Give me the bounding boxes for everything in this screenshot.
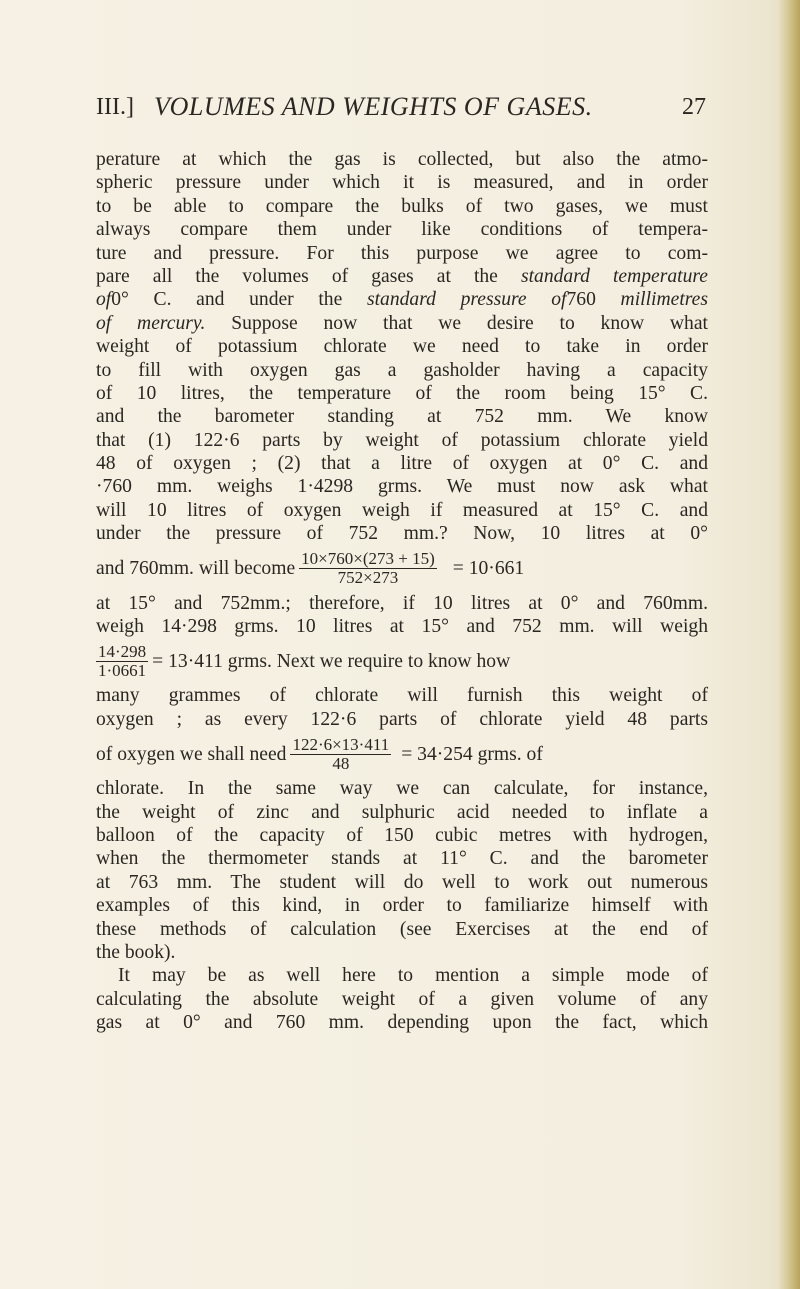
text-line: chlorate. In the same way we can calculate, for instance, [96, 778, 708, 800]
text-line: many grammes of chlorate will furnish this weight of [96, 685, 708, 707]
denominator: 1·0661 [98, 660, 147, 680]
equation-line [96, 546, 708, 592]
fraction [299, 550, 437, 587]
emphasis: standard temperature [520, 265, 709, 287]
text-line [96, 288, 708, 311]
text-line: that (1) 122·6 parts by weight of potassium chlorate yield [96, 429, 708, 451]
text-span: pare all the volumes of gases at the [96, 265, 498, 287]
text-line: the weight of zinc and sulphuric acid needed to inflate a [96, 801, 708, 823]
fraction [290, 736, 391, 773]
equation-line [96, 731, 708, 777]
text-span: = 13·411 grms. Next we require to know how [152, 650, 511, 672]
text-line [96, 312, 708, 335]
result: = 34·254 grms. of [401, 743, 543, 765]
text-span: Suppose now that we desire to know what [231, 312, 708, 334]
text-line: ture and pressure. For this purpose we agree to com- [96, 242, 708, 264]
text-line: under the pressure of 752 mm.? Now, 10 litres at 0° [96, 523, 708, 545]
text-line: balloon of the capacity of 150 cubic metres with hydrogen, [96, 824, 708, 846]
text-line: these methods of calculation (see Exercises at the end of [96, 918, 708, 940]
text-line: weight of potassium chlorate we need to take in order [96, 336, 708, 358]
emphasis: of mercury. [96, 312, 206, 334]
text-span: and 760mm. will become [96, 557, 296, 579]
fraction [96, 643, 148, 680]
text-line: weigh 14·298 grms. 10 litres at 15° and 752 mm. will weigh [96, 616, 708, 638]
text-line: will 10 litres of oxygen weigh if measured at 15° C. and [96, 499, 708, 521]
emphasis: of [96, 289, 112, 311]
text-line: of 10 litres, the temperature of the room being 15° C. [96, 382, 708, 404]
numerator: 14·298 [98, 641, 147, 661]
section-number: III.] [96, 94, 134, 120]
page-number: 27 [682, 94, 706, 120]
text-line: the book). [96, 941, 176, 963]
running-header [96, 94, 706, 134]
page-edge [778, 0, 800, 1289]
text-line: gas at 0° and 760 mm. depending upon the fact, which [96, 1012, 708, 1034]
denominator: 48 [332, 753, 350, 773]
result: = 10·661 [452, 557, 525, 579]
text-line: at 763 mm. The student will do well to work out numerous [96, 871, 708, 893]
text-line: to fill with oxygen gas a gasholder having a capacity [96, 359, 708, 381]
numerator: 122·6×13·411 [292, 734, 390, 754]
text-line: perature at which the gas is collected, but also the atmo- [96, 149, 708, 170]
text-line: spheric pressure under which it is measured, and in order [96, 172, 708, 194]
text-line: 48 of oxygen ; (2) that a litre of oxygen at 0° C. and [96, 453, 708, 475]
emphasis: millimetres [620, 289, 708, 311]
text-line: always compare them under like conditions of tempera- [96, 219, 708, 241]
text-span: 760 [566, 289, 596, 311]
text-line: examples of this kind, in order to familiarize himself with [96, 895, 708, 917]
text-line: and the barometer standing at 752 mm. We know [96, 406, 708, 428]
text-line: at 15° and 752mm.; therefore, if 10 litres at 0° and 760mm. [96, 592, 708, 614]
numerator: 10×760×(273 + 15) [301, 549, 435, 569]
text-line: calculating the absolute weight of a given volume of any [96, 988, 708, 1010]
text-span: 0° C. and under the [111, 289, 343, 311]
denominator: 752×273 [337, 568, 399, 588]
equation-line [96, 638, 708, 684]
emphasis: standard pressure of [366, 289, 567, 311]
text-span: of oxygen we shall need [96, 743, 287, 765]
text-line: when the thermometer stands at 11° C. and the barometer [96, 848, 708, 870]
text-line: to be able to compare the bulks of two gases, we must [96, 195, 708, 217]
body-text [96, 148, 708, 1035]
text-line [96, 265, 708, 288]
text-line: It may be as well here to mention a simple mode of [118, 965, 708, 987]
text-line: oxygen ; as every 122·6 parts of chlorate yield 48 parts [96, 708, 708, 730]
text-line: ·760 mm. weighs 1·4298 grms. We must now ask what [96, 476, 708, 498]
page-title: VOLUMES AND WEIGHTS OF GASES. [154, 92, 593, 121]
